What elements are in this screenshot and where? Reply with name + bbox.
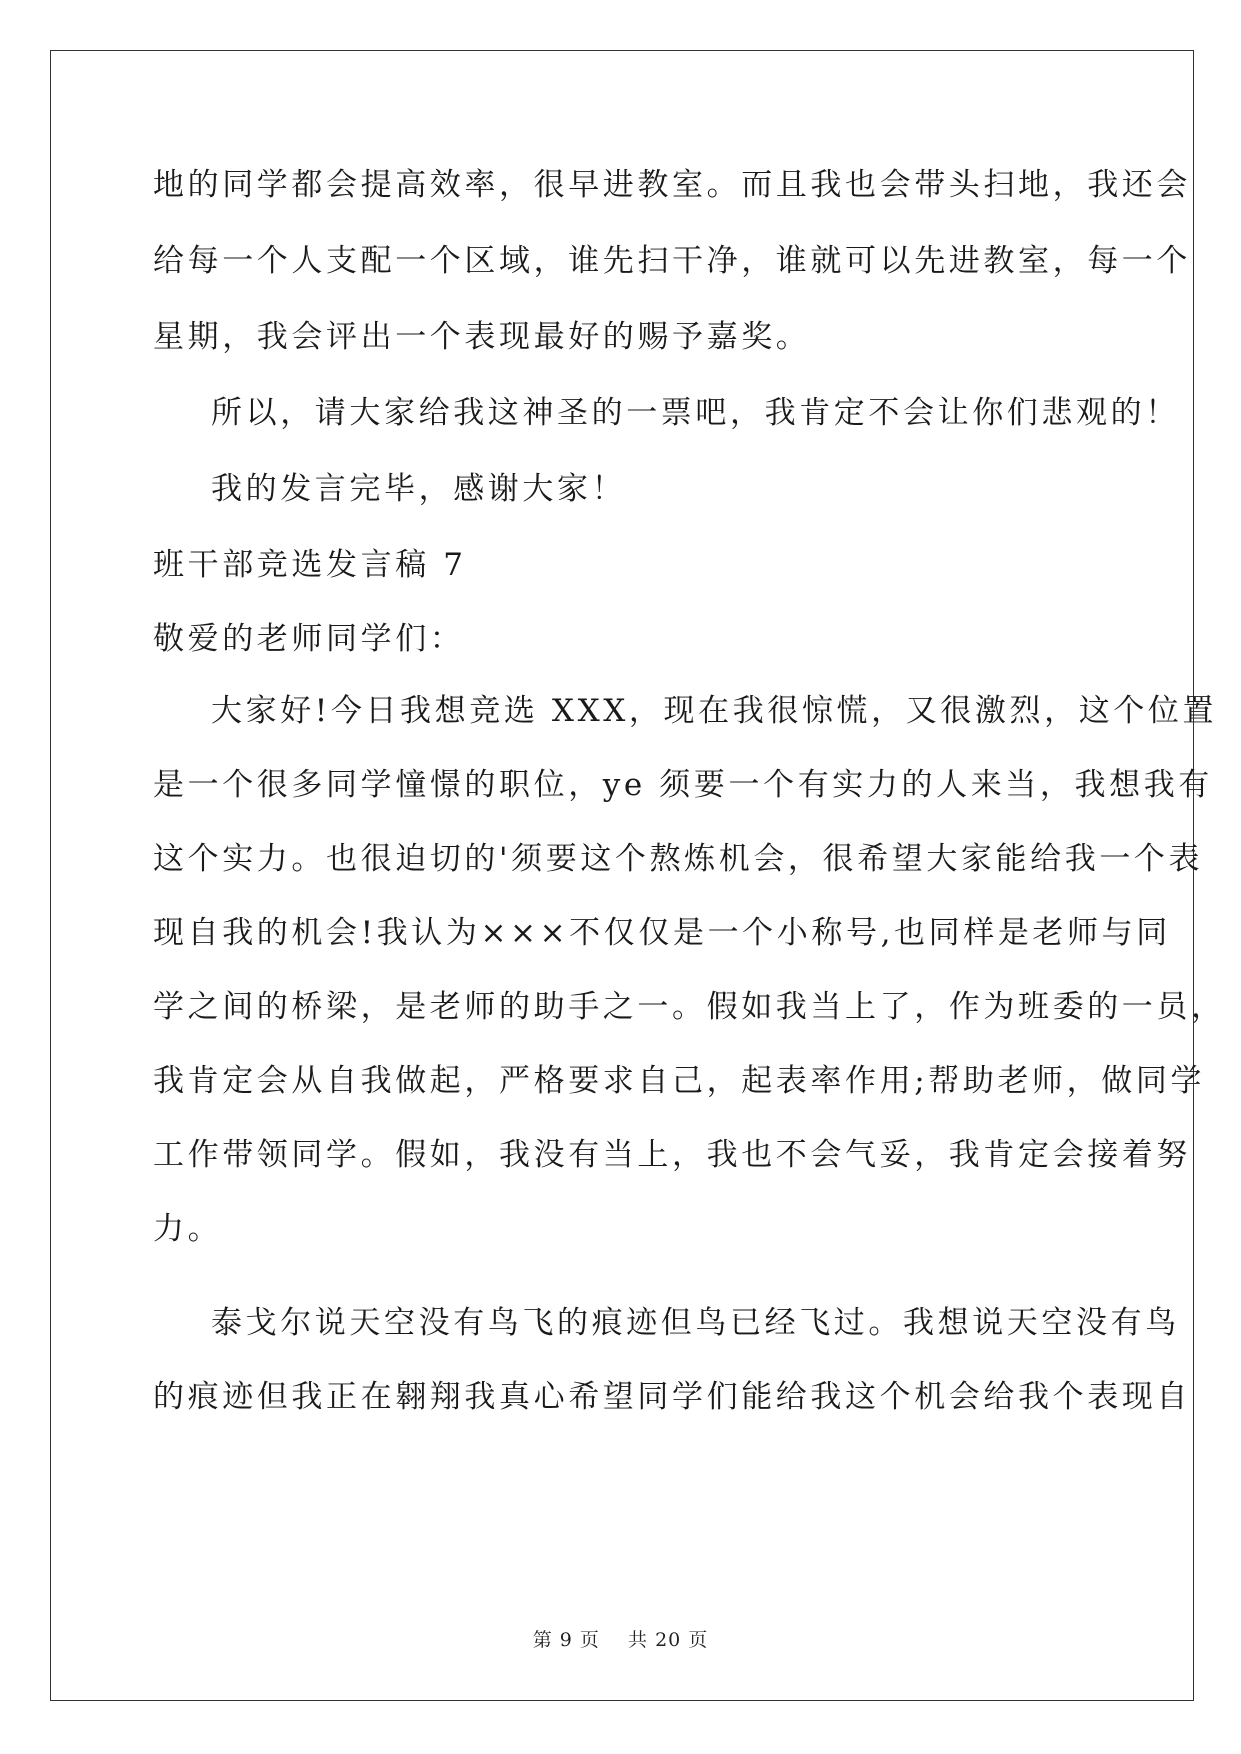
text-line: 我的发言完毕，感谢大家！ (211, 471, 627, 507)
text-line: 给每一个人支配一个区域，谁先扫干净，谁就可以先进教室，每一个 (153, 243, 1191, 279)
text-line: 泰戈尔说天空没有鸟飞的痕迹但鸟已经飞过。我想说天空没有鸟 (211, 1305, 1180, 1341)
text-line: 工作带领同学。假如，我没有当上，我也不会气妥，我肯定会接着努 (153, 1137, 1191, 1173)
text-line: 大家好!今日我想竞选 XXX，现在我很惊慌，又很激烈，这个位置 (211, 693, 1218, 729)
page-number: 第 9 页 共 20 页 (532, 1629, 709, 1651)
text-line: 地的同学都会提高效率，很早进教室。而且我也会带头扫地，我还会 (153, 167, 1191, 203)
text-line: 是一个很多同学憧憬的职位，ye 须要一个有实力的人来当，我想我有 (153, 767, 1213, 803)
text-line: 星期，我会评出一个表现最好的赐予嘉奖。 (153, 319, 811, 355)
text-line: 所以，请大家给我这神圣的一票吧，我肯定不会让你们悲观的！ (211, 395, 1180, 431)
salutation: 敬爱的老师同学们： (153, 621, 465, 657)
text-line: 的痕迹但我正在翱翔我真心希望同学们能给我这个机会给我个表现自 (153, 1379, 1191, 1415)
page-footer (0, 1625, 1241, 1652)
text-line: 学之间的桥梁，是老师的助手之一。假如我当上了，作为班委的一员， (153, 989, 1226, 1025)
text-line: 力。 (153, 1211, 223, 1247)
text-line: 我肯定会从自我做起，严格要求自己，起表率作用;帮助老师，做同学 (153, 1063, 1206, 1099)
text-line: 这个实力。也很迫切的'须要这个熬炼机会，很希望大家能给我一个表 (153, 841, 1204, 877)
text-line: 现自我的机会!我认为×××不仅仅是一个小称号,也同样是老师与同 (153, 915, 1171, 951)
section-heading: 班干部竞选发言稿 7 (153, 547, 467, 583)
